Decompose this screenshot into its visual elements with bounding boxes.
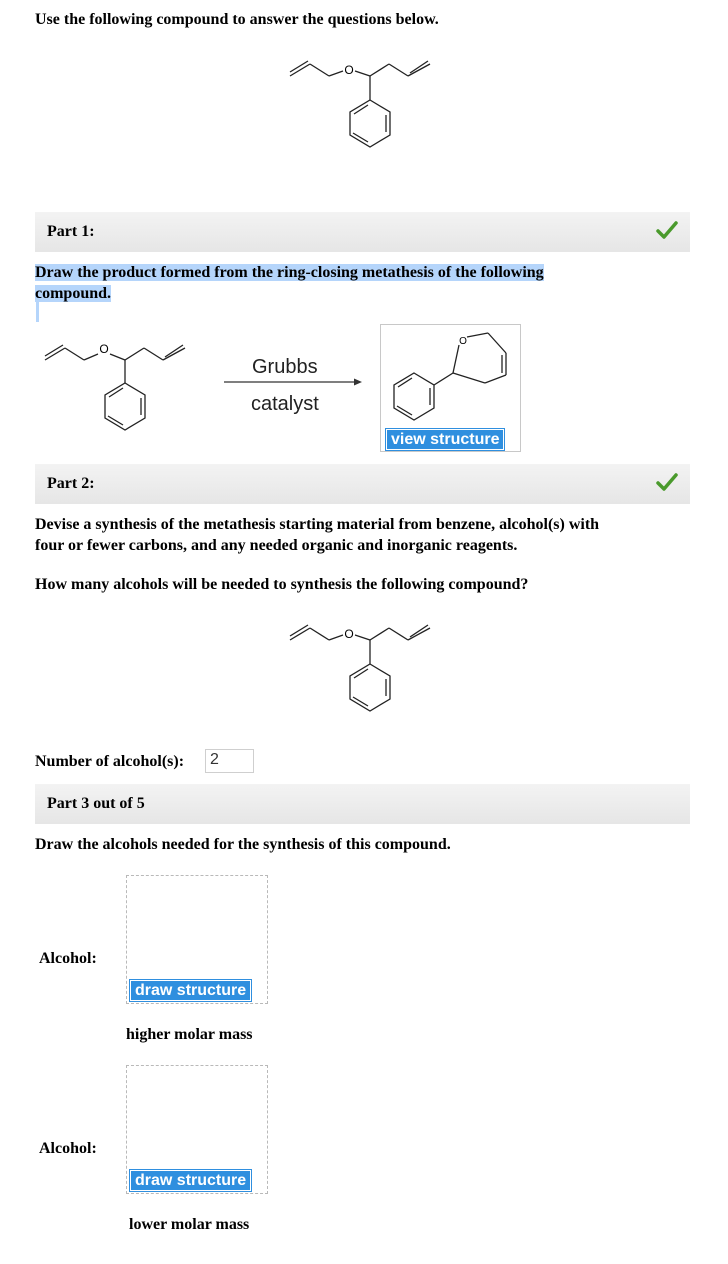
alcohol-2-label: Alcohol: [39, 1140, 97, 1157]
oxygen-atom-label-4: O [344, 627, 354, 641]
part-1-header [35, 212, 690, 252]
part-3-question: Draw the alcohols needed for the synthesis of this compound. [35, 836, 451, 853]
alcohol-count-label: Number of alcohol(s): [35, 753, 185, 770]
part-2-question-line2: four or fewer carbons, and any needed organic and inorganic reagents. [35, 537, 518, 554]
part-2-header [35, 464, 690, 504]
part-1-question-line2: compound. [35, 285, 112, 302]
molecule-diagram-middle [280, 616, 450, 721]
part-3-header [35, 784, 690, 824]
part-2-question-2: How many alcohols will be needed to synthesis the following compound? [35, 576, 529, 593]
oxygen-atom-label-2: O [99, 342, 109, 356]
oxygen-atom-label-3: O [459, 336, 467, 347]
part-1-question-line1: Draw the product formed from the ring-closing metathesis of the following [35, 264, 544, 281]
part-2-question [35, 514, 599, 556]
checkmark-icon [656, 472, 678, 492]
reagent-text: Grubbs [252, 356, 318, 378]
alcohol-2-caption: lower molar mass [129, 1216, 250, 1233]
draw-structure-button-2[interactable]: draw structure [130, 1170, 251, 1191]
alcohol-2-drawing-area[interactable] [126, 1065, 268, 1194]
oxygen-atom-label: O [344, 63, 354, 77]
part-1-question [35, 262, 544, 304]
checkmark-icon [656, 220, 678, 240]
part-1-label: Part 1: [47, 223, 95, 240]
molecule-diagram-top [280, 52, 450, 157]
alcohol-1-caption: higher molar mass [126, 1026, 253, 1043]
view-structure-button[interactable]: view structure [386, 429, 504, 450]
draw-structure-button-1[interactable]: draw structure [130, 980, 251, 1001]
part-2-label: Part 2: [47, 475, 95, 492]
starting-material-diagram [35, 330, 205, 435]
part-2-question-line1: Devise a synthesis of the metathesis starting material from benzene, alcohol(s) with [35, 516, 600, 533]
alcohol-count-input[interactable]: 2 [205, 749, 254, 773]
selection-caret [36, 302, 39, 322]
part-3-label: Part 3 out of 5 [47, 795, 145, 812]
intro-text: Use the following compound to answer the questions below. [35, 11, 439, 28]
alcohol-1-drawing-area[interactable] [126, 875, 268, 1004]
alcohol-1-label: Alcohol: [39, 950, 97, 967]
catalyst-text: catalyst [251, 393, 319, 415]
reaction-arrow-icon [222, 377, 364, 387]
product-diagram [381, 325, 520, 425]
product-structure-box [380, 324, 521, 452]
